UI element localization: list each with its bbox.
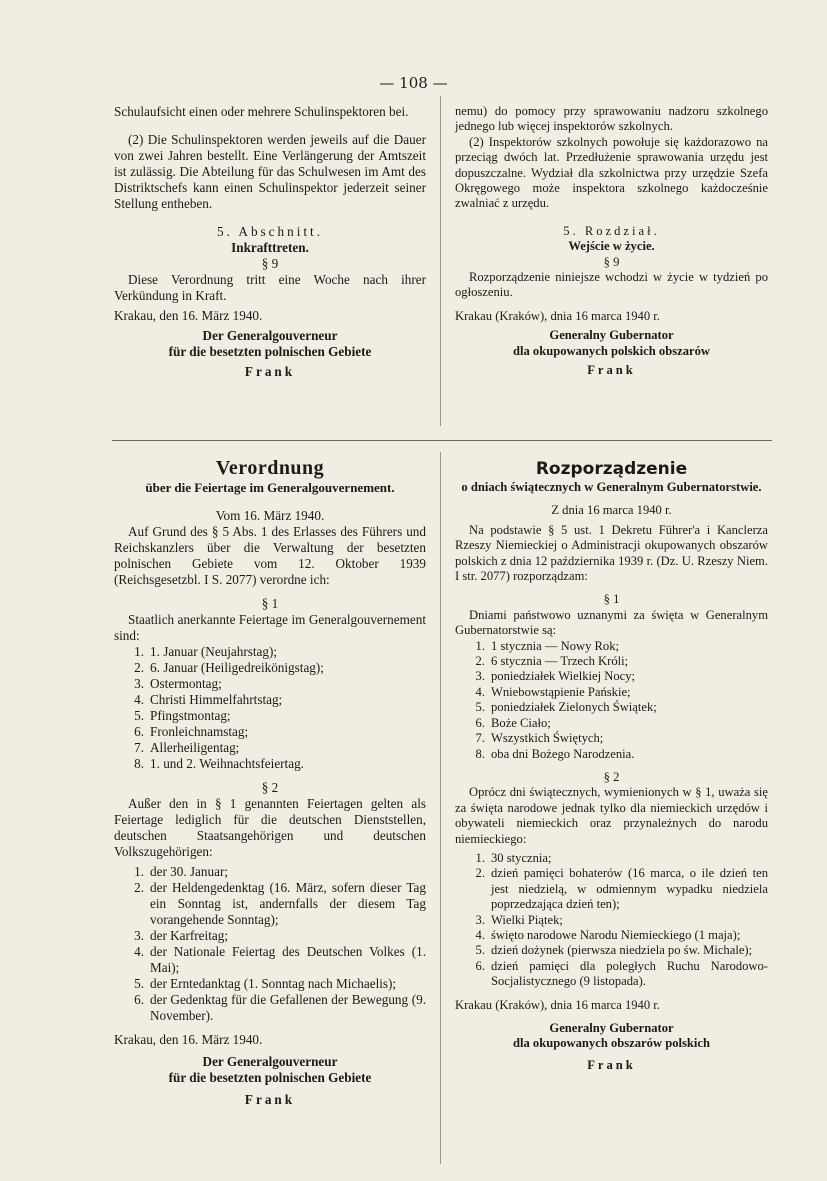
bottom-polish-column xyxy=(455,458,768,1073)
list-item: 1. 1 stycznia — Nowy Rok; xyxy=(475,638,620,653)
paragraph: Dniami państwowo uznanymi za święta w Generalnym Gubernatorstwie są: xyxy=(455,607,768,638)
list-item: 1. der 30. Januar; xyxy=(134,864,228,879)
paragraph-mark: § 2 xyxy=(261,780,279,795)
list-item: 6. Fronleichnamstag; xyxy=(134,724,249,739)
signature-name: Frank xyxy=(587,363,636,378)
list-item: 1. 1. Januar (Neujahrstag); xyxy=(134,644,278,659)
ordinance-subtitle: über die Feiertage im Generalgouvernement. xyxy=(145,480,395,495)
list-item: 6. der Gedenktag für die Gefallenen der Bewegung (9. November). xyxy=(134,992,426,1023)
list-item: 2. dzień pamięci bohaterów (16 marca, o ile dzień ten jest niedzielą, w odmiennym wypadku niedziela poprzedzająca dzień ten); xyxy=(475,866,768,912)
ordinance-title: Verordnung xyxy=(215,457,325,479)
section-title: Wejście w życie. xyxy=(568,239,655,254)
list-item: 6. dzień pamięci dla poległych Ruchu Narodowo-Socjalistycznego (9 listopada). xyxy=(475,958,768,989)
list-item: 4. der Nationale Feiertag des Deutschen Volkes (1. Mai); xyxy=(134,944,426,975)
paragraph-mark: § 1 xyxy=(603,592,620,607)
paragraph: Staatlich anerkannte Feiertage im Generalgouvernement sind: xyxy=(114,612,426,643)
list-item: 7. Wszystkich Świętych; xyxy=(475,731,604,746)
signature-title: Der Generalgouverneur xyxy=(202,328,338,343)
list-item: 5. der Erntedanktag (1. Sonntag nach Michaelis); xyxy=(134,976,397,991)
holiday-list xyxy=(455,639,768,762)
ordinance-date: Vom 16. März 1940. xyxy=(215,508,325,523)
signature-title: dla okupowanych polskich obszarów xyxy=(512,343,710,358)
list-item: 3. Ostermontag; xyxy=(134,676,222,691)
signature-name: Frank xyxy=(244,364,296,379)
paragraph: (2) Die Schulinspektoren werden jeweils auf die Dauer von zwei Jahren bestellt. Eine Verlängerung der Amtszeit ist zulässig. Die Abteilung für das Schulwesen im Amt des Distriktschefs kann einen Schulinspektor jederzeit seiner Stellung entheben. xyxy=(114,132,426,211)
section-divider xyxy=(112,440,772,441)
place-date: Krakau, den 16. März 1940. xyxy=(114,308,263,323)
paragraph: Rozporządzenie niniejsze wchodzi w życie w tydzień po ogłoszeniu. xyxy=(455,270,768,300)
column-divider-bottom xyxy=(440,452,441,1164)
holiday-list xyxy=(455,851,768,990)
list-item: 5. Pfingstmontag; xyxy=(134,708,231,723)
list-item: 3. poniedziałek Wielkiej Nocy; xyxy=(475,669,636,684)
paragraph-mark: § 9 xyxy=(261,256,279,271)
paragraph: (2) Inspektorów szkolnych powołuje się każdorazowo na przeciąg dwóch lat. Przedłużenie sprawowania urzędu jest dopuszczalne. Wydział dla szkolnictwa przy urzędzie Szefa Okręgowego może inspektora szkolnego każdocześnie zwalniać z urzędu. xyxy=(455,134,768,211)
list-item: 1. 30 stycznia; xyxy=(475,850,552,865)
paragraph-mark: § 1 xyxy=(261,596,279,611)
preamble: Auf Grund des § 5 Abs. 1 des Erlasses des Führers und Reichskanzlers über die Verwaltung der besetzten polnischen Gebiete vom 12. Oktober 1939 (Reichsgesetzbl. I S. 2077) verordne ich: xyxy=(114,524,426,587)
paragraph: Oprócz dni świątecznych, wymienionych w § 1, uważa się za święta narodowe jednak tylko dla niemieckich urzędów i obywateli niemieckich oraz przynależnych do narodu niemieckiego: xyxy=(455,785,768,846)
list-item: 2. der Heldengedenktag (16. März, sofern dieser Tag ein Sonntag ist, andernfalls der diesem Tag vorangehende Sonntag); xyxy=(134,880,426,927)
list-item: 5. poniedziałek Zielonych Świątek; xyxy=(475,700,657,715)
section-heading: 5. Abschnitt. xyxy=(216,224,324,239)
list-item: 3. Wielki Piątek; xyxy=(475,912,563,927)
paragraph-mark: § 9 xyxy=(603,254,620,269)
place-date: Krakau (Kraków), dnia 16 marca 1940 r. xyxy=(455,997,660,1012)
paragraph: Diese Verordnung tritt eine Woche nach ihrer Verkündung in Kraft. xyxy=(114,272,426,303)
bottom-german-column xyxy=(114,456,426,1108)
ordinance-title: Rozporządzenie xyxy=(535,459,688,479)
signature-name: Frank xyxy=(244,1092,296,1107)
list-item: 5. dzień dożynek (pierwsza niedziela po św. Michale); xyxy=(475,943,753,958)
signature-title: Generalny Gubernator xyxy=(549,328,674,343)
ordinance-date: Z dnia 16 marca 1940 r. xyxy=(551,503,672,518)
holiday-list xyxy=(114,644,426,772)
paragraph: nemu) do pomocy przy sprawowaniu nadzoru szkolnego jednego lub więcej inspektorów szkolnych. xyxy=(455,104,768,134)
ordinance-subtitle: o dniach świątecznych w Generalnym Gubernatorstwie. xyxy=(461,480,762,494)
list-item: 8. oba dni Bożego Narodzenia. xyxy=(475,746,635,761)
signature-title: dla okupowanych obszarów polskich xyxy=(512,1036,710,1051)
list-item: 2. 6 stycznia — Trzech Króli; xyxy=(475,654,629,669)
list-item: 4. święto narodowe Narodu Niemieckiego (1 maja); xyxy=(475,927,741,942)
preamble: Na podstawie § 5 ust. 1 Dekretu Führer'a i Kanclerza Rzeszy Niemieckiej o Administracji okupowanych obszarów polskich z dnia 12 października 1939 r. (Dz. U. Rzeszy Niem. I str. 2077) rozporządzam: xyxy=(455,522,768,584)
paragraph: Außer den in § 1 genannten Feiertagen gelten als Feiertage lediglich für die deutschen Dienststellen, deutschen Staatsangehörigen und deutschen Volkszugehörigen: xyxy=(114,796,426,859)
list-item: 3. der Karfreitag; xyxy=(134,928,228,943)
signature-title: Generalny Gubernator xyxy=(549,1021,674,1035)
top-german-column xyxy=(114,104,426,380)
column-divider-top xyxy=(440,96,441,426)
list-item: 6. Boże Ciało; xyxy=(475,715,551,730)
paragraph: Schulaufsicht einen oder mehrere Schulinspektoren bei. xyxy=(114,104,409,119)
holiday-list xyxy=(114,864,426,1024)
top-polish-column xyxy=(455,104,768,379)
list-item: 7. Allerheiligentag; xyxy=(134,740,240,755)
place-date: Krakau (Kraków), dnia 16 marca 1940 r. xyxy=(455,308,660,323)
list-item: 4. Christi Himmelfahrtstag; xyxy=(134,692,283,707)
signature-title: Der Generalgouverneur xyxy=(202,1054,338,1069)
signature-name: Frank xyxy=(587,1057,636,1072)
section-title: Inkrafttreten. xyxy=(231,240,309,255)
list-item: 4. Wniebowstąpienie Pańskie; xyxy=(475,684,631,699)
place-date: Krakau, den 16. März 1940. xyxy=(114,1032,263,1047)
paragraph-mark: § 2 xyxy=(603,769,620,784)
signature-title: für die besetzten polnischen Gebiete xyxy=(168,1070,372,1085)
signature-title: für die besetzten polnischen Gebiete xyxy=(168,344,372,359)
list-item: 2. 6. Januar (Heiligedreikönigstag); xyxy=(134,660,324,675)
page-number: — 108 — xyxy=(379,74,448,92)
list-item: 8. 1. und 2. Weihnachtsfeiertag. xyxy=(134,756,304,771)
section-heading: 5. Rozdział. xyxy=(563,223,660,238)
